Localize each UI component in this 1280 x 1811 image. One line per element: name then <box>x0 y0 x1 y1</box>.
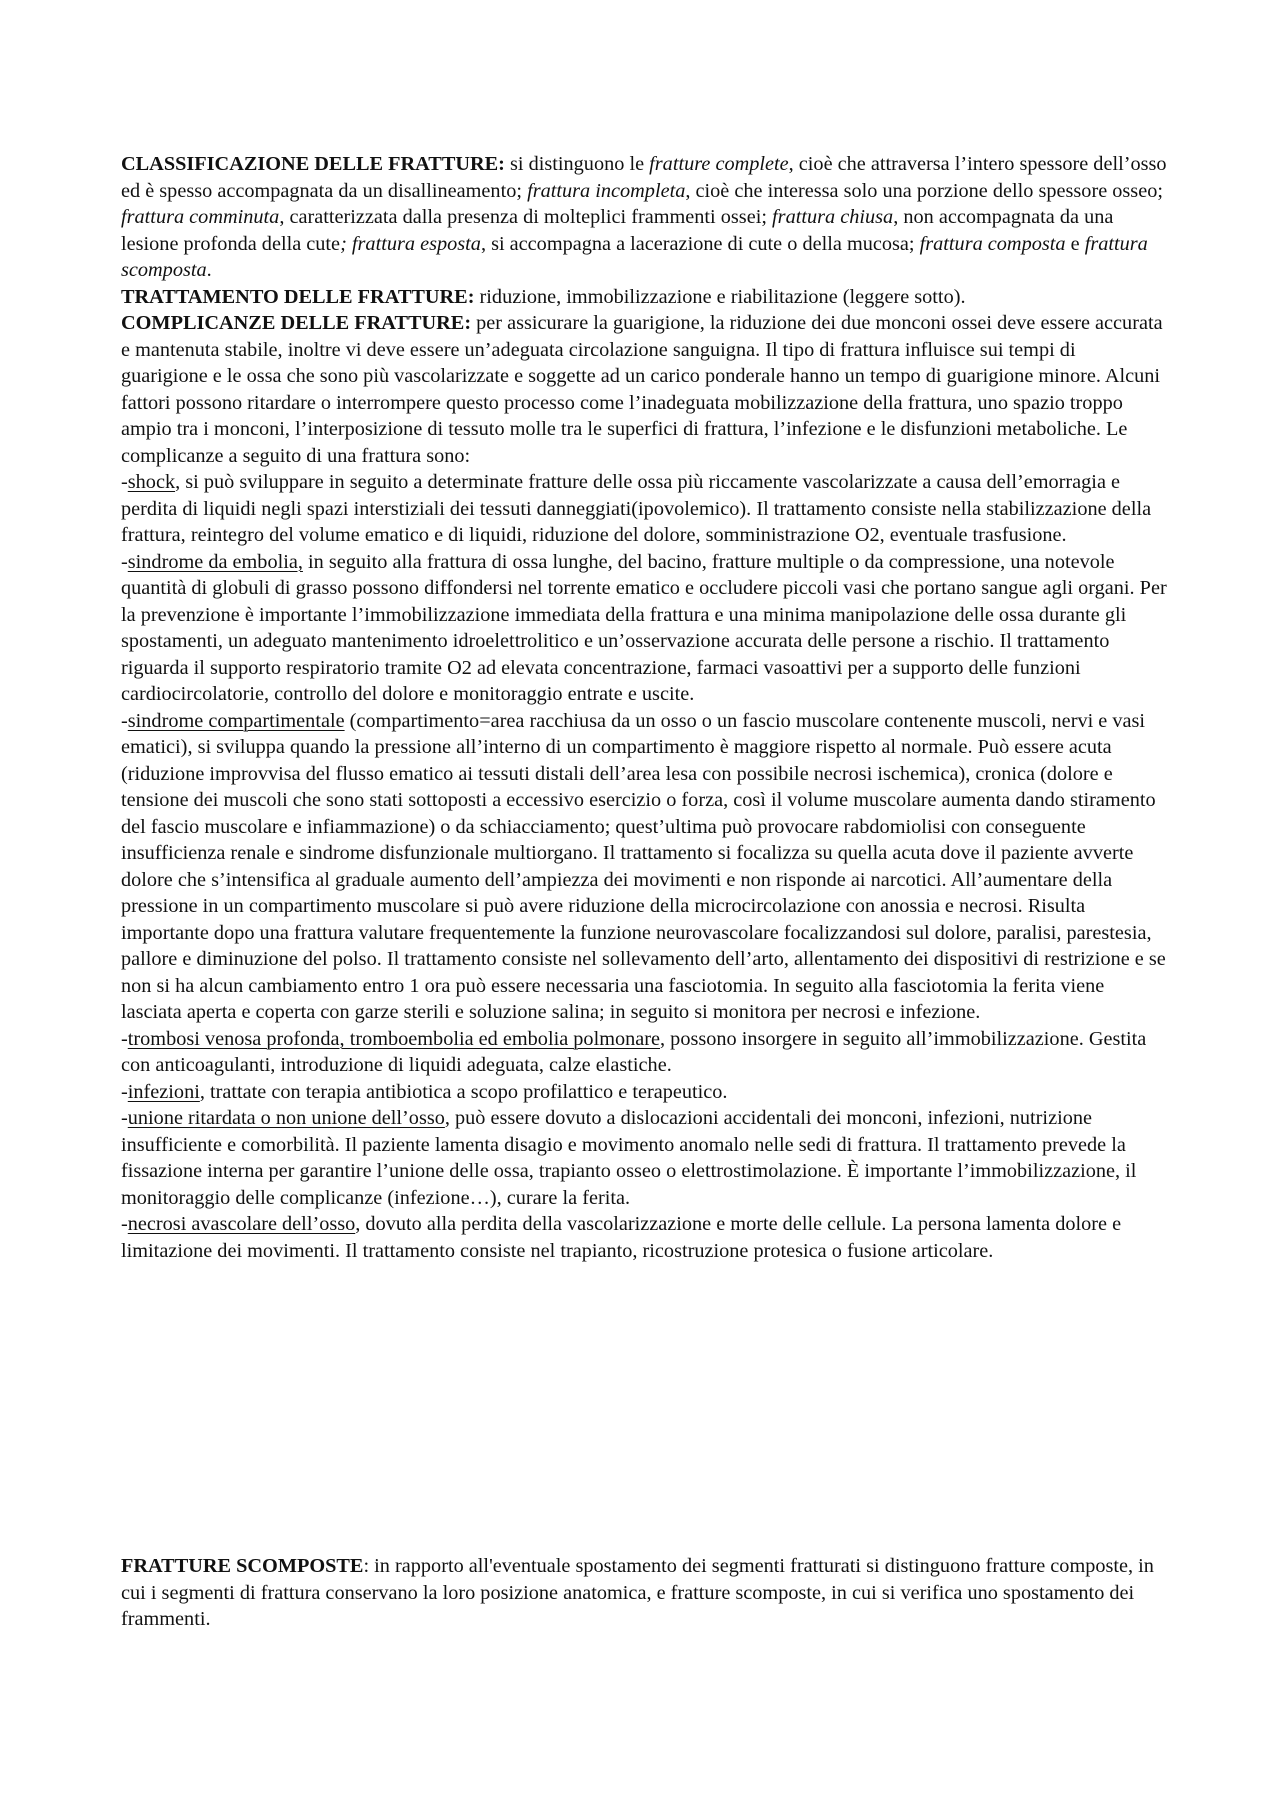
text-run: , caratterizzata dalla presenza di molteplici frammenti ossei; <box>279 206 773 228</box>
list-item-trombosi <box>121 1026 1167 1079</box>
italic-term: frattura scomposta <box>121 232 1148 281</box>
list-dash: - <box>121 1213 128 1235</box>
text-block-scomposte <box>121 1553 1167 1633</box>
underlined-term: sindrome compartimentale <box>127 709 345 732</box>
list-item-necrosi <box>121 1211 1167 1264</box>
paragraph-scomposte <box>121 1553 1167 1633</box>
text-run: (compartimento=area racchiusa da un osso o un fascio muscolare contenente muscoli, nervi e vasi ematici), si sviluppa quando la pressione all’interno di un compartimento è maggiore rispetto al normale. Può essere acuta (riduzione improvvisa del flusso ematico ai tessuti distali dell’area lesa con possibile necrosi ischemica), cronica (dolore e tensione dei muscoli che sono stati sottoposti a eccessivo esercizio o forza, così il volume muscolare aumenta dando stiramento del fascio muscolare e infiammazione) o da schiacciamento; quest’ultima può provocare rabdomiolisi con conseguente insufficienza renale e sindrome disfunzionale multiorgano. Il trattamento si focalizza su quella acuta dove il paziente avverte dolore che s’intensifica al graduale aumento dell’ampiezza dei movimenti e non risponde ai narcotici. All’aumentare della pressione in un compartimento muscolare si può avere riduzione della microcircolazione con anossia e necrosi. Risulta importante dopo una frattura valutare frequentemente la funzione neurovascolare focalizzandosi sul dolore, paralisi, parestesia, pallore e diminuzione del polso. Il trattamento consiste nel sollevamento dell’arto, allentamento dei dispositivi di restrizione e se non si ha alcun cambiamento entro 1 ora può essere necessaria una fasciotomia. In seguito alla fasciotomia la ferita viene lasciata aperta e coperta con garze sterili e soluzione salina; in seguito si monitora per necrosi e infezione. <box>121 709 1166 1023</box>
heading-trattamento: TRATTAMENTO DELLE FRATTURE: <box>121 285 475 308</box>
text-run: , si può sviluppare in seguito a determinate fratture delle ossa più riccamente vascolarizzate a causa dell’emorragia e perdita di liquidi negli spazi interstiziali dei tessuti danneggiati(ipovolemico). Il trattamento consiste nella stabilizzazione della frattura, reintegro del volume ematico e di liquidi, riduzione del dolore, somministrazione O2, eventuale trasfusione. <box>121 471 1152 546</box>
text-run: si distinguono le <box>504 153 650 175</box>
italic-term: fratture complete <box>649 153 789 175</box>
text-run: , cioè che attraversa l’intero spessore dell’osso ed è spesso accompagnata da un disallineamento; <box>121 153 1167 202</box>
text-run: , trattate con terapia antibiotica a scopo profilattico e terapeutico. <box>199 1080 728 1103</box>
italic-term: frattura composta <box>919 232 1066 255</box>
text-run: riduzione, immobilizzazione e riabilitazione (leggere sotto). <box>474 285 966 308</box>
underlined-term: sindrome da embolia, <box>127 550 303 573</box>
text-run: . <box>206 259 212 281</box>
text-run: : in rapporto all'eventuale spostamento dei segmenti fratturati si distinguono fratture composte, in cui i segmenti di frattura conservano la loro posizione anatomica, e fratture scomposte, in cui si verifica uno spostamento dei frammenti. <box>121 1555 1154 1630</box>
list-dash: - <box>121 1107 128 1129</box>
text-run: , cioè che interessa solo una porzione dello spessore osseo; <box>685 179 1163 202</box>
underlined-term: trombosi venosa profonda, tromboembolia ed embolia polmonare <box>127 1027 661 1050</box>
list-item-infezioni <box>121 1079 1167 1106</box>
heading-classificazione: CLASSIFICAZIONE DELLE FRATTURE: <box>121 153 505 175</box>
italic-term: frattura comminuta <box>121 206 280 228</box>
text-run: , si accompagna a lacerazione di cute o della mucosa; <box>480 232 920 255</box>
heading-scomposte: FRATTURE SCOMPOSTE <box>121 1555 364 1577</box>
text-block-main <box>121 151 1167 1264</box>
text-run: , può essere dovuto a dislocazioni accidentali dei monconi, infezioni, nutrizione insufficiente e comorbilità. Il paziente lamenta disagio e movimento anomalo nelle sedi di frattura. Il trattamento prevede la fissazione interna per garantire l’unione delle ossa, trapianto osseo o elettrostimolazione. È importante l’immobilizzazione, il monitoraggio delle complicanze (infezione…), curare la ferita. <box>121 1107 1137 1209</box>
italic-term: ; frattura esposta <box>340 232 481 255</box>
italic-term: frattura incompleta <box>527 179 686 202</box>
text-run: , non accompagnata da una lesione profonda della cute <box>121 206 1114 255</box>
list-dash: - <box>121 550 128 573</box>
heading-complicanze: COMPLICANZE DELLE FRATTURE: <box>121 312 472 334</box>
underlined-term: necrosi avascolare dell’osso <box>127 1213 356 1235</box>
list-dash: - <box>121 709 128 732</box>
text-run: per assicurare la guarigione, la riduzione dei due monconi ossei deve essere accurata e mantenuta stabile, inoltre vi deve essere un’adeguata circolazione sanguigna. Il tipo di frattura influisce sui tempi di guarigione e le ossa che sono più vascolarizzate e soggette ad un carico ponderale hanno un tempo di guarigione minore. Alcuni fattori possono ritardare o interrompere questo processo come l’inadeguata mobilizzazione della frattura, uno spazio troppo ampio tra i monconi, l’interposizione di tessuto molle tra le superfici di frattura, l’infezione e le disfunzioni metaboliche. Le complicanze a seguito di una frattura sono: <box>121 312 1163 467</box>
list-dash: - <box>121 1080 128 1103</box>
list-item-unione <box>121 1105 1167 1211</box>
underlined-term: infezioni <box>127 1080 200 1103</box>
paragraph-complicanze <box>121 310 1167 469</box>
paragraph-classificazione <box>121 151 1167 284</box>
list-dash: - <box>121 1027 128 1050</box>
text-run: in seguito alla frattura di ossa lunghe, del bacino, fratture multiple o da compressione, una notevole quantità di globuli di grasso possono diffondersi nel torrente ematico e occludere piccoli vasi che portano sangue agli organi. Per la prevenzione è importante l’immobilizzazione immediata della frattura e una minima manipolazione delle ossa durante gli spostamenti, un adeguato mantenimento idroelettrolitico e un’osservazione accurata delle persone a rischio. Il trattamento riguarda il supporto respiratorio tramite O2 ad elevata concentrazione, farmaci vasoattivi per a supporto delle funzioni cardiocircolatorie, controllo del dolore e monitoraggio entrate e uscite. <box>121 550 1167 705</box>
paragraph-trattamento <box>121 284 1167 311</box>
text-run: , dovuto alla perdita della vascolarizzazione e morte delle cellule. La persona lamenta dolore e limitazione dei movimenti. Il trattamento consiste nel trapianto, ricostruzione protesica o fusione articolare. <box>121 1213 1122 1262</box>
list-item-embolia <box>121 549 1167 708</box>
list-dash: - <box>121 471 128 493</box>
text-run: e <box>1065 232 1085 255</box>
list-item-compartimentale <box>121 708 1167 1026</box>
underlined-term: shock <box>127 471 176 493</box>
italic-term: frattura chiusa <box>772 206 894 228</box>
text-run: , possono insorgere in seguito all’immobilizzazione. Gestita con anticoagulanti, introduzione di liquidi adeguata, calze elastiche. <box>121 1027 1147 1076</box>
list-item-shock <box>121 469 1167 549</box>
underlined-term: unione ritardata o non unione dell’osso <box>127 1107 445 1129</box>
